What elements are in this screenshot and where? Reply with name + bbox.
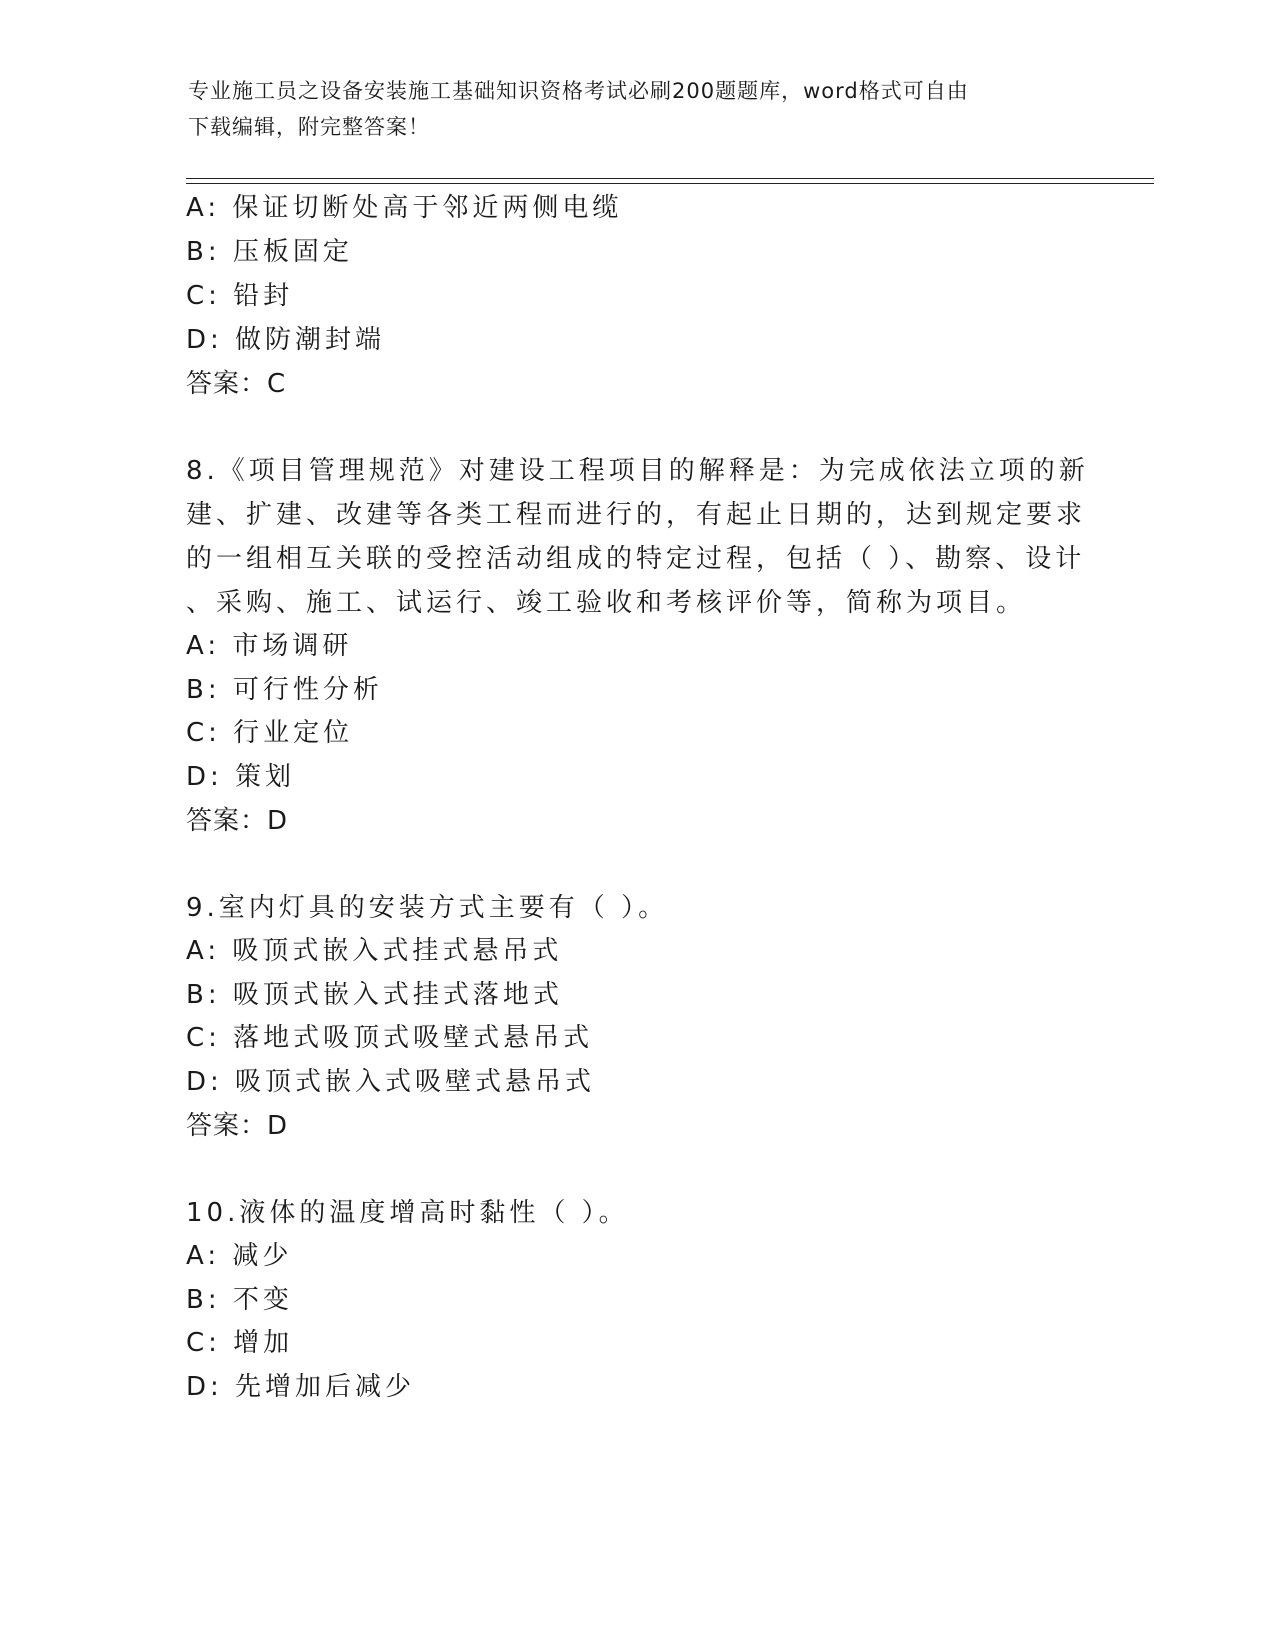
q9-option-c: C: 落地式吸顶式吸壁式悬吊式 [186,1023,594,1053]
q7-option-a: A: 保证切断处高于邻近两侧电缆 [186,193,623,223]
document-header [188,73,1088,145]
q10-option-c: C: 增加 [186,1328,294,1358]
q9-option-b: B: 吸顶式嵌入式挂式落地式 [186,980,563,1010]
q8-stem-line-4: 、采购、施工、试运行、竣工验收和考核评价等，简称为项目。 [186,588,1027,618]
q9-stem: 9.室内灯具的安装方式主要有（ ）。 [186,893,669,923]
q8-stem-line-2: 建、扩建、改建等各类工程而进行的，有起止日期的，达到规定要求 [186,500,1087,530]
q8-option-a: A: 市场调研 [186,631,353,661]
q8-answer: 答案：D [186,806,289,836]
q8-option-c: C: 行业定位 [186,718,354,748]
q10-option-b: B: 不变 [186,1285,293,1315]
q9-option-a: A: 吸顶式嵌入式挂式悬吊式 [186,936,563,966]
q10-option-a: A: 减少 [186,1241,293,1271]
header-line-1: 专业施工员之设备安装施工基础知识资格考试必刷200题题库，word格式可自由 [188,79,969,103]
header-divider-bottom [186,183,1154,184]
q10-stem: 10.液体的温度增高时黏性（ ）。 [186,1198,629,1228]
q8-option-b: B: 可行性分析 [186,675,383,705]
q9-option-d: D: 吸顶式嵌入式吸壁式悬吊式 [186,1067,596,1097]
q10-option-d: D: 先增加后减少 [186,1372,416,1402]
q7-option-b: B: 压板固定 [186,237,353,267]
q7-answer: 答案：C [186,369,287,399]
header-line-2: 下载编辑，附完整答案！ [188,115,430,139]
header-divider-top [186,178,1154,179]
q8-stem-line-1: 8.《项目管理规范》对建设工程项目的解释是：为完成依法立项的新 [186,456,1089,486]
q7-option-d: D: 做防潮封端 [186,325,386,355]
q8-option-d: D: 策划 [186,762,296,792]
q8-stem-line-3: 的一组相互关联的受控活动组成的特定过程，包括（ ）、勘察、设计 [186,544,1086,574]
q9-answer: 答案：D [186,1111,289,1141]
q7-option-c: C: 铅封 [186,281,294,311]
